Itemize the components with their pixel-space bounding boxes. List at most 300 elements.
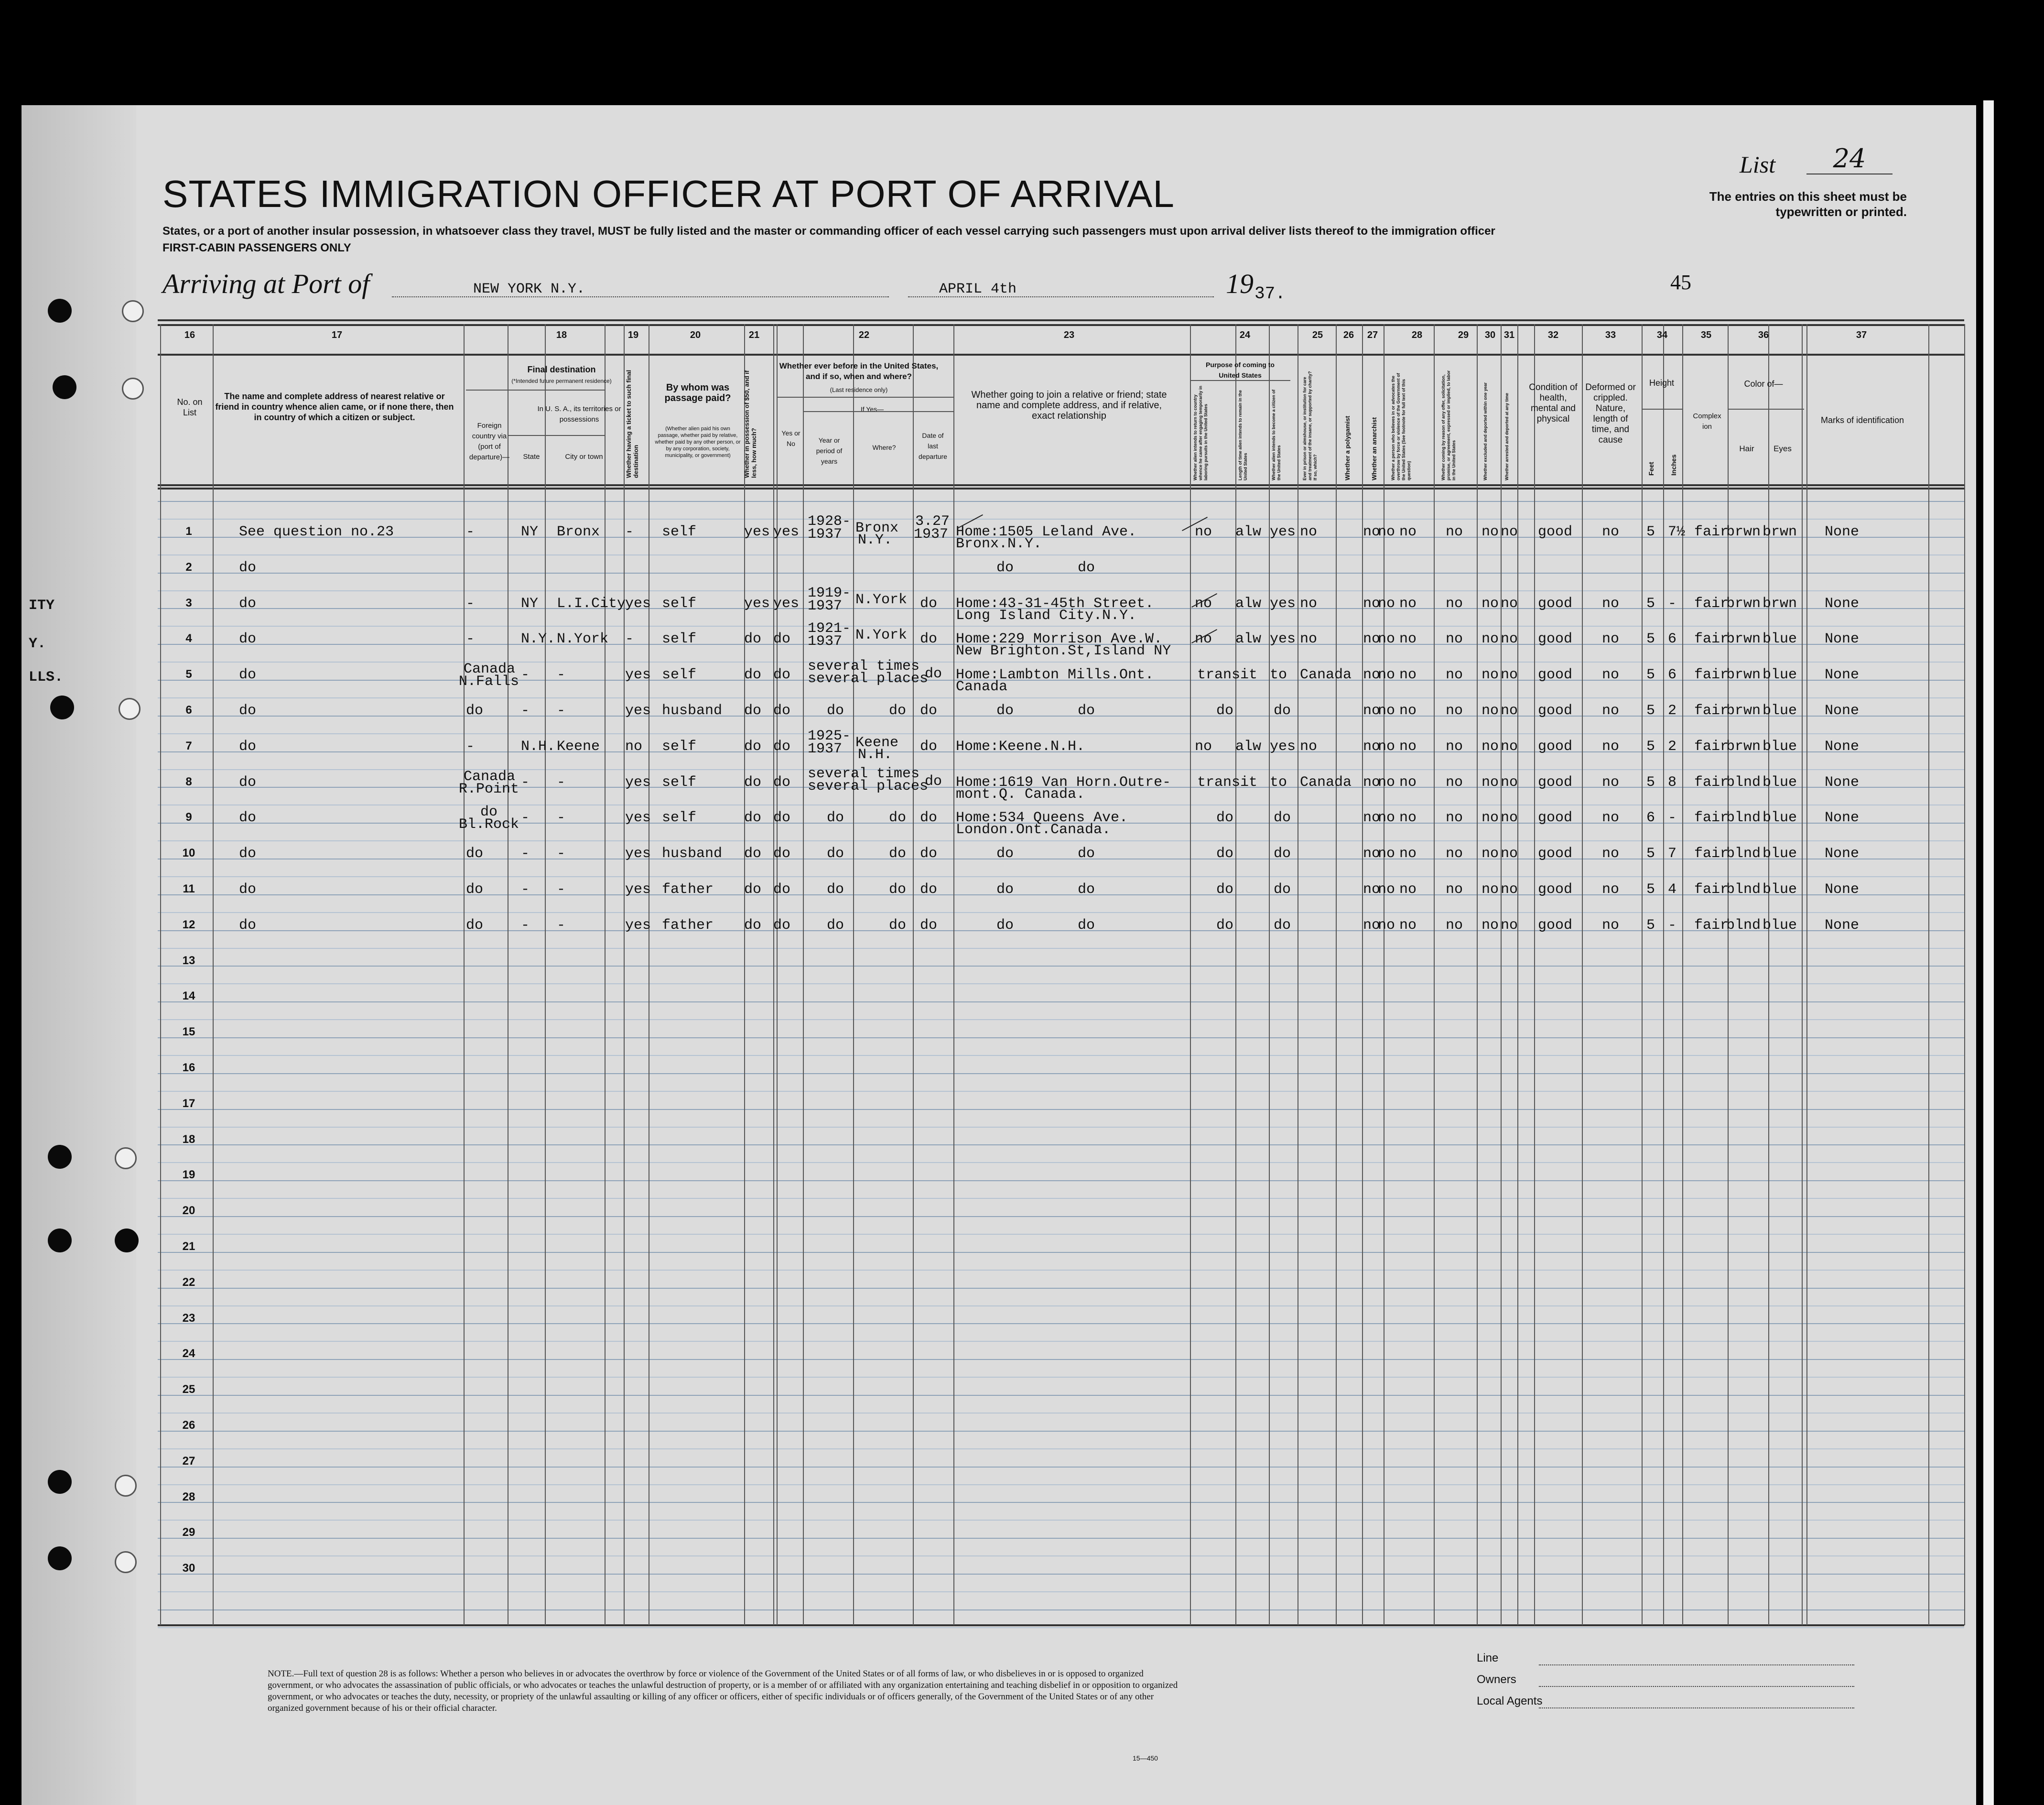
entry-c29: no [1446, 917, 1463, 934]
entry-c34i: 8 [1668, 774, 1677, 791]
entry-c19: yes [625, 917, 651, 934]
row-number: 29 [182, 1526, 195, 1539]
row-rule [158, 912, 1964, 913]
entry-c23b: Bronx.N.Y. [956, 536, 1042, 552]
entry-c24c: do [1274, 703, 1291, 719]
entry-c18s: NY [521, 595, 539, 612]
entry-c24a: do [1216, 810, 1234, 826]
entry-c36e: blue [1763, 703, 1797, 719]
entry-c22w1: do [889, 703, 907, 719]
entry-c22w1: N.York [855, 591, 908, 608]
entry-c22d1: do [925, 666, 942, 683]
entry-c24c: yes [1270, 631, 1296, 648]
entry-c26: no [1363, 738, 1381, 755]
header-purpose-return: Whether alien intends to return to country whence he came after engaging temporarily in laboring pursuits in the United States [1193, 385, 1208, 480]
row-rule [158, 1019, 1964, 1020]
entry-c17: do [239, 559, 257, 576]
row-rule [158, 1252, 1964, 1253]
entry-c22d1: do [920, 738, 938, 755]
entry-c23a: Home:534 Queens Ave. [956, 810, 1128, 826]
row-rule [158, 1502, 1964, 1503]
entry-c27: no [1378, 703, 1395, 719]
entry-c35: fair [1694, 846, 1729, 862]
entry-c22d1: do [920, 703, 938, 719]
row-rule [158, 519, 1964, 520]
entry-c22d1: do [920, 917, 938, 934]
column-rule [545, 324, 546, 1625]
entry-c23m: do [1078, 846, 1095, 862]
entry-c27: no [1378, 667, 1395, 684]
entry-c33: no [1602, 703, 1620, 719]
entry-c21: do [744, 738, 762, 755]
entry-c37: None [1825, 631, 1860, 648]
entry-c28: no [1399, 810, 1417, 826]
column-number: 22 [858, 330, 870, 340]
entry-c18f: do [466, 846, 484, 862]
year-prefix: 19 [1226, 268, 1254, 299]
entry-c23b: Long Island City.N.Y. [956, 607, 1137, 624]
entry-c28: no [1399, 774, 1417, 791]
row-rule [158, 966, 1964, 967]
row-number: 6 [185, 704, 192, 717]
entry-c22w1: do [889, 846, 907, 862]
line-label: Line [1477, 1652, 1499, 1664]
column-rule [1663, 324, 1664, 1625]
entry-c27: no [1378, 738, 1395, 755]
entry-c19: yes [625, 810, 651, 826]
entry-c31: no [1501, 738, 1518, 755]
row-number: 26 [182, 1419, 195, 1432]
column-number: 27 [1367, 330, 1378, 340]
entry-c23a: do [996, 881, 1014, 898]
column-rule [1336, 324, 1337, 1625]
entry-c34f: 5 [1646, 917, 1655, 934]
row-rule [158, 1359, 1964, 1360]
row-rule [158, 1234, 1964, 1235]
entry-c34f: 5 [1646, 524, 1655, 540]
entry-c23a: do [996, 917, 1014, 934]
entry-c26: no [1363, 667, 1381, 684]
entry-c33: no [1602, 631, 1620, 648]
column-rule [1928, 324, 1929, 1625]
entry-c36h: blnd [1726, 774, 1761, 791]
row-number: 9 [185, 811, 192, 824]
row-rule [158, 930, 1964, 931]
entry-c18f: do [466, 881, 484, 898]
row-rule [158, 1001, 1964, 1002]
entry-c37: None [1825, 810, 1860, 826]
entry-c22w1: do [889, 881, 907, 898]
entry-c18s: N.Y. [521, 631, 556, 648]
column-rule [1964, 324, 1965, 1625]
row-rule [158, 1270, 1964, 1271]
entry-c24c: yes [1270, 524, 1296, 540]
entry-c31: no [1501, 917, 1518, 934]
entry-c33: no [1602, 846, 1620, 862]
entry-c17: do [239, 917, 257, 934]
entry-c32: good [1538, 631, 1573, 648]
margin-fragment: ITY [29, 598, 55, 614]
entry-c31: no [1501, 846, 1518, 862]
entry-c18c: - [557, 917, 566, 934]
entry-c18f: - [466, 631, 475, 648]
row-number: 17 [182, 1097, 195, 1110]
entry-c30: no [1482, 846, 1499, 862]
entry-c31: no [1501, 595, 1518, 612]
entry-c24c: to [1270, 667, 1287, 684]
entry-c33: no [1602, 667, 1620, 684]
entry-c24a: no [1195, 524, 1212, 540]
entry-c20: husband [662, 703, 723, 719]
entry-c26: no [1363, 631, 1381, 648]
entry-c34f: 6 [1646, 810, 1655, 826]
column-rule [1362, 324, 1363, 1625]
entry-c23m: do [1078, 917, 1095, 934]
entry-c37: None [1825, 667, 1860, 684]
header-where: Where? [872, 444, 896, 451]
entry-c26: no [1363, 703, 1381, 719]
subheader-rule [466, 390, 605, 391]
entry-c33: no [1602, 524, 1620, 540]
entry-c30: no [1482, 810, 1499, 826]
column-number: 19 [627, 330, 639, 340]
header-hair: Hair [1739, 444, 1754, 453]
binding-hole [48, 299, 72, 323]
entry-c23a: Home:229 Morrison Ave.W. [956, 631, 1163, 648]
entry-c28: no [1399, 667, 1417, 684]
column-rule [1235, 324, 1236, 1625]
row-rule [158, 1467, 1964, 1468]
entry-c19: yes [625, 703, 651, 719]
header-inches: Inches [1670, 454, 1677, 476]
column-rule [1642, 324, 1643, 1625]
header-year-period: Year or period of years [816, 436, 843, 465]
header-usa: In U. S. A., its territories or possessions [537, 405, 621, 424]
row-rule [158, 948, 1964, 949]
header-purpose: Purpose of coming to United States [1206, 361, 1275, 379]
column-number-rule [158, 354, 1964, 356]
entry-c36h: brwn [1726, 667, 1761, 684]
entry-c22y2: several places [808, 671, 929, 687]
entry-c27: no [1378, 631, 1395, 648]
row-number: 4 [185, 632, 192, 645]
header-marks: Marks of identification [1820, 415, 1904, 425]
entry-c32: good [1538, 703, 1573, 719]
column-number: 17 [331, 330, 343, 340]
row-number: 14 [182, 989, 195, 1003]
entry-c17: do [239, 881, 257, 898]
entry-c37: None [1825, 917, 1860, 934]
row-number: 3 [185, 596, 192, 609]
entry-c24a: no [1195, 631, 1212, 648]
entry-c31: no [1501, 703, 1518, 719]
header-complexion: Complexion [1693, 412, 1721, 431]
entry-c22y1: do [827, 810, 844, 826]
entry-c28: no [1399, 595, 1417, 612]
entry-c33: no [1602, 917, 1620, 934]
row-rule [158, 1144, 1964, 1145]
entry-c32: good [1538, 917, 1573, 934]
row-number: 1 [185, 525, 192, 538]
row-number: 7 [185, 739, 192, 752]
entry-c32: good [1538, 595, 1573, 612]
entry-c34f: 5 [1646, 595, 1655, 612]
header-bottom-rule [158, 484, 1964, 486]
entry-c27: no [1378, 524, 1395, 540]
entry-c23b: mont.Q. Canada. [956, 786, 1085, 803]
header-relative-address: The name and complete address of nearest relative or friend in country whence alien came, or if none there, then in country of which a citizen or subject. [215, 391, 454, 422]
entry-c20: husband [662, 846, 723, 862]
entry-c23b: Canada [956, 679, 1008, 696]
column-rule [1768, 324, 1769, 1625]
subheader-rule [1642, 409, 1682, 410]
entry-c37: None [1825, 738, 1860, 755]
entry-c19: yes [625, 846, 651, 862]
header-last-departure: Date of last departure [919, 432, 947, 460]
column-number: 24 [1239, 330, 1251, 340]
entry-c28: no [1399, 524, 1417, 540]
entry-c32: good [1538, 667, 1573, 684]
header-no-on-list: No. on List [177, 397, 203, 417]
entry-c31: no [1501, 524, 1518, 540]
entry-c22w1: do [889, 917, 907, 934]
entry-c18s: N.H. [521, 738, 556, 755]
row-rule [158, 1609, 1964, 1610]
entry-c29: no [1446, 810, 1463, 826]
entry-c22yn: do [773, 810, 791, 826]
row-rule [158, 501, 1964, 502]
entry-c37: None [1825, 846, 1860, 862]
page-number: 45 [1670, 271, 1691, 294]
entry-c24a: do [1216, 846, 1234, 862]
entry-c36h: blnd [1726, 917, 1761, 934]
entry-c22w1: Keene [855, 734, 899, 751]
entry-c34i: 2 [1668, 738, 1677, 755]
row-rule [158, 1627, 1964, 1628]
port-name: NEW YORK N.Y. [473, 281, 585, 297]
header-color: Color of— [1744, 379, 1783, 389]
header-purpose-length: Length of time alien intends to remain in the United States [1238, 390, 1248, 480]
column-rule [773, 324, 774, 1625]
entry-c25: no [1300, 524, 1318, 540]
row-number: 23 [182, 1311, 195, 1325]
column-number: 26 [1343, 330, 1354, 340]
column-rule [1190, 324, 1191, 1625]
row-number: 30 [182, 1562, 195, 1575]
row-rule [158, 716, 1964, 717]
header-anarchist: Whether an anarchist [1371, 417, 1378, 480]
entry-c24a: transit [1197, 774, 1258, 791]
form-number: 15—450 [1133, 1754, 1158, 1762]
entry-c30: no [1482, 703, 1499, 719]
entry-c22w2: N.H. [858, 746, 893, 763]
header-ever-before: Whether ever before in the United States, and if so, when and where? [779, 361, 939, 381]
entry-c21: do [744, 774, 762, 791]
binding-hole [48, 1145, 72, 1169]
entry-c37: None [1825, 774, 1860, 791]
entry-c24c: do [1274, 917, 1291, 934]
entry-c34i: 4 [1668, 881, 1677, 898]
entry-c35: fair [1694, 667, 1729, 684]
entry-c23a: Home:Keene.N.H. [956, 738, 1085, 755]
header-passage-paid: By whom was passage paid? [664, 382, 731, 403]
row-rule [158, 1305, 1964, 1306]
row-number: 11 [183, 882, 195, 895]
entry-c35: fair [1694, 881, 1729, 898]
row-rule [158, 1037, 1964, 1038]
entry-c17: do [239, 810, 257, 826]
entry-c36h: brwn [1726, 703, 1761, 719]
agents-field [1539, 1707, 1854, 1708]
entry-c22d1: do [925, 773, 942, 790]
entry-c17: do [239, 667, 257, 684]
entry-c34i: 6 [1668, 667, 1677, 684]
entry-c29: no [1446, 631, 1463, 648]
row-rule [158, 590, 1964, 591]
entry-c36e: blue [1763, 738, 1797, 755]
entry-c36e: blue [1763, 774, 1797, 791]
row-rule [158, 1109, 1964, 1110]
header-eyes: Eyes [1774, 444, 1792, 453]
table-top-rule [158, 324, 1964, 326]
entry-c31: no [1501, 631, 1518, 648]
entry-c34f: 5 [1646, 738, 1655, 755]
column-rule [624, 324, 625, 1625]
entry-c18c: Bronx [557, 524, 600, 540]
entry-c30: no [1482, 738, 1499, 755]
entry-c18s: - [521, 810, 530, 826]
entry-c22y1: do [827, 703, 844, 719]
column-rule [213, 324, 214, 1625]
row-rule [158, 733, 1964, 734]
column-rule [605, 324, 606, 1625]
entry-c29: no [1446, 881, 1463, 898]
entry-c31: no [1501, 810, 1518, 826]
entry-c18s: - [521, 917, 530, 934]
entry-c33: no [1602, 738, 1620, 755]
entry-c24c: to [1270, 774, 1287, 791]
entry-c37: None [1825, 703, 1860, 719]
entry-c32: good [1538, 738, 1573, 755]
entry-c33: no [1602, 881, 1620, 898]
entry-c34i: 7 [1668, 846, 1677, 862]
entry-c22y1: 1919- [808, 585, 851, 601]
entry-c18f: - [466, 595, 475, 612]
row-number: 15 [182, 1025, 195, 1039]
entry-c30: no [1482, 667, 1499, 684]
entry-c23a: Home:1505 Leland Ave. [956, 524, 1137, 540]
subheader-rule [803, 411, 953, 412]
entry-c19: yes [625, 667, 651, 684]
entry-c30: no [1482, 631, 1499, 648]
entry-c24a: no [1195, 738, 1212, 755]
entry-c23a: do [996, 559, 1014, 576]
column-number: 36 [1758, 330, 1769, 340]
entry-c24c: do [1274, 881, 1291, 898]
row-number: 21 [182, 1240, 195, 1253]
entry-c25: Canada [1300, 667, 1352, 684]
entry-c20: self [662, 774, 697, 791]
entry-c30: no [1482, 595, 1499, 612]
entry-c30: no [1482, 524, 1499, 540]
entry-c19: yes [625, 881, 651, 898]
entry-c32: good [1538, 774, 1573, 791]
entry-c22y1: do [827, 846, 844, 862]
row-number: 10 [182, 847, 195, 860]
row-rule [158, 1198, 1964, 1199]
entry-c24b: alw [1235, 631, 1262, 648]
entry-c22yn: do [773, 881, 791, 898]
row-rule [158, 876, 1964, 877]
header-polygamist: Whether a polygamist [1344, 415, 1351, 480]
entry-c34i: 2 [1668, 703, 1677, 719]
entry-c22y1: do [827, 917, 844, 934]
entry-c18s: - [521, 774, 530, 791]
column-rule [777, 324, 778, 1625]
entry-c28: no [1399, 917, 1417, 934]
entry-c35: fair [1694, 631, 1729, 648]
row-rule [158, 1127, 1964, 1128]
entry-c22d1: do [920, 631, 938, 648]
entry-c28: no [1399, 738, 1417, 755]
entry-c20: self [662, 667, 697, 684]
entry-c17: do [239, 703, 257, 719]
header-state: State [523, 453, 540, 461]
entry-c36h: blnd [1726, 810, 1761, 826]
binding-hole [48, 1470, 72, 1494]
row-rule [158, 894, 1964, 895]
entry-c29: no [1446, 846, 1463, 862]
column-number: 16 [184, 330, 195, 340]
header-labor-offer: Whether coming by reason of any offer, solicitation, promise, or agreement, expressed or implied, to labor in the United States [1441, 370, 1456, 480]
agents-label: Local Agents [1477, 1695, 1543, 1707]
entry-c18s: - [521, 881, 530, 898]
entry-c31: no [1501, 774, 1518, 791]
entry-c18f: - [466, 524, 475, 540]
row-number: 22 [182, 1275, 195, 1289]
column-rule [1806, 324, 1807, 1625]
column-number: 21 [748, 330, 760, 340]
row-number: 19 [182, 1168, 195, 1182]
row-number: 25 [182, 1383, 195, 1396]
entry-c27: no [1378, 595, 1395, 612]
entry-c22d2: 1937 [914, 526, 949, 543]
entry-c22d1: do [920, 810, 938, 826]
form-class-note: FIRST-CABIN PASSENGERS ONLY [162, 241, 351, 254]
entry-c17: do [239, 595, 257, 612]
entry-c27: no [1378, 774, 1395, 791]
row-number: 5 [185, 668, 192, 681]
entry-c20: father [662, 881, 714, 898]
entry-c24b: alw [1235, 595, 1262, 612]
entry-c21: do [744, 667, 762, 684]
entry-c28: no [1399, 703, 1417, 719]
binding-hole [119, 698, 141, 720]
header-final-destination: Final destination [527, 365, 596, 374]
form-title: STATES IMMIGRATION OFFICER AT PORT OF ARRIVAL [162, 173, 1175, 215]
entry-c20: self [662, 810, 697, 826]
entry-c29: no [1446, 667, 1463, 684]
entry-c23a: Home:Lambton Mills.Ont. [956, 667, 1154, 684]
entry-c19: - [625, 631, 634, 648]
entry-c21: do [744, 846, 762, 862]
entry-c28: no [1399, 846, 1417, 862]
entry-c36h: brwn [1726, 524, 1761, 540]
binding-hole [115, 1551, 137, 1573]
entry-c31: no [1501, 667, 1518, 684]
entry-c32: good [1538, 881, 1573, 898]
entry-c18f2: Bl.Rock [459, 816, 519, 833]
